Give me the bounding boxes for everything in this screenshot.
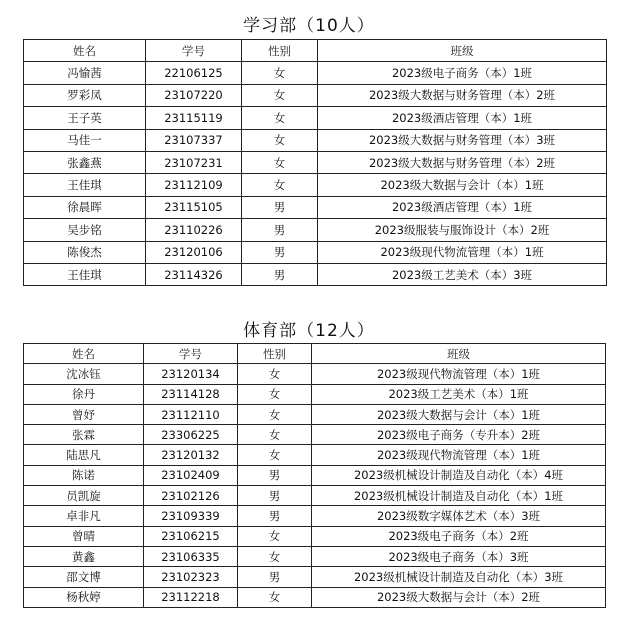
header-class: 班级 <box>312 344 606 364</box>
cell-class: 2023级酒店管理（本）1班 <box>318 107 607 129</box>
cell-class: 2023级工艺美术（本）1班 <box>312 384 606 404</box>
cell-class: 2023级机械设计制造及自动化（本）4班 <box>312 465 606 485</box>
cell-name: 徐丹 <box>24 384 144 404</box>
cell-class: 2023级大数据与财务管理（本）2班 <box>318 151 607 173</box>
cell-student-id: 23112110 <box>144 404 238 424</box>
cell-gender: 女 <box>242 84 318 106</box>
cell-class: 2023级大数据与会计（本）1班 <box>312 404 606 424</box>
cell-name: 张鑫燕 <box>24 151 146 173</box>
cell-name: 陈诺 <box>24 465 144 485</box>
cell-name: 王子英 <box>24 107 146 129</box>
cell-name: 员凯旋 <box>24 486 144 506</box>
cell-class: 2023级机械设计制造及自动化（本）1班 <box>312 486 606 506</box>
sports-dept-table <box>23 343 606 608</box>
cell-class: 2023级大数据与会计（本）1班 <box>318 174 607 196</box>
table-row <box>24 364 606 384</box>
header-student-id: 学号 <box>146 40 242 62</box>
table-row <box>24 174 607 196</box>
cell-class: 2023级电子商务（本）1班 <box>318 62 607 84</box>
cell-student-id: 23120132 <box>144 445 238 465</box>
cell-student-id: 23120106 <box>146 241 242 263</box>
cell-gender: 女 <box>238 364 312 384</box>
cell-name: 王佳琪 <box>24 263 146 285</box>
cell-student-id: 23112218 <box>144 587 238 607</box>
cell-gender: 女 <box>242 107 318 129</box>
table-row <box>24 425 606 445</box>
cell-student-id: 23120134 <box>144 364 238 384</box>
cell-student-id: 23112109 <box>146 174 242 196</box>
cell-name: 曾晴 <box>24 526 144 546</box>
cell-gender: 女 <box>238 526 312 546</box>
cell-class: 2023级工艺美术（本）3班 <box>318 263 607 285</box>
cell-name: 马佳一 <box>24 129 146 151</box>
cell-gender: 男 <box>242 263 318 285</box>
table-row <box>24 546 606 566</box>
cell-class: 2023级大数据与财务管理（本）3班 <box>318 129 607 151</box>
cell-class: 2023级现代物流管理（本）1班 <box>318 241 607 263</box>
cell-class: 2023级电子商务（本）2班 <box>312 526 606 546</box>
cell-gender: 女 <box>242 129 318 151</box>
table-row <box>24 384 606 404</box>
cell-student-id: 23115119 <box>146 107 242 129</box>
cell-name: 王佳琪 <box>24 174 146 196</box>
cell-student-id: 23107337 <box>146 129 242 151</box>
cell-class: 2023级大数据与会计（本）2班 <box>312 587 606 607</box>
table-row <box>24 486 606 506</box>
cell-name: 罗彩凤 <box>24 84 146 106</box>
cell-name: 曾妤 <box>24 404 144 424</box>
cell-class: 2023级电子商务（专升本）2班 <box>312 425 606 445</box>
table-row <box>24 445 606 465</box>
sports-dept-title: 体育部（12人） <box>243 321 375 341</box>
cell-gender: 女 <box>238 404 312 424</box>
cell-student-id: 23115105 <box>146 196 242 218</box>
cell-name: 冯愉茜 <box>24 62 146 84</box>
table-row <box>24 404 606 424</box>
header-gender: 性别 <box>238 344 312 364</box>
table-row <box>24 263 607 285</box>
cell-class: 2023级现代物流管理（本）1班 <box>312 445 606 465</box>
header-name: 姓名 <box>24 40 146 62</box>
cell-gender: 男 <box>242 219 318 241</box>
table-row <box>24 465 606 485</box>
cell-name: 徐晨晖 <box>24 196 146 218</box>
cell-class: 2023级服装与服饰设计（本）2班 <box>318 219 607 241</box>
cell-class: 2023级现代物流管理（本）1班 <box>312 364 606 384</box>
study-dept-title: 学习部（10人） <box>243 16 375 36</box>
header-class: 班级 <box>318 40 607 62</box>
cell-name: 黄鑫 <box>24 546 144 566</box>
cell-gender: 男 <box>242 196 318 218</box>
table-row <box>24 526 606 546</box>
cell-name: 邵文博 <box>24 567 144 587</box>
cell-class: 2023级大数据与财务管理（本）2班 <box>318 84 607 106</box>
table-row <box>24 567 606 587</box>
study-dept-table <box>23 39 607 286</box>
table-row <box>24 151 607 173</box>
table-row <box>24 196 607 218</box>
header-name: 姓名 <box>24 344 144 364</box>
cell-name: 杨秋婷 <box>24 587 144 607</box>
cell-name: 陆思凡 <box>24 445 144 465</box>
cell-gender: 男 <box>238 506 312 526</box>
table-row <box>24 506 606 526</box>
table-row <box>24 84 607 106</box>
table-row <box>24 587 606 607</box>
cell-student-id: 23114128 <box>144 384 238 404</box>
cell-name: 卓非凡 <box>24 506 144 526</box>
cell-student-id: 23107220 <box>146 84 242 106</box>
cell-student-id: 23102409 <box>144 465 238 485</box>
cell-gender: 女 <box>238 425 312 445</box>
cell-class: 2023级机械设计制造及自动化（本）3班 <box>312 567 606 587</box>
cell-student-id: 23114326 <box>146 263 242 285</box>
cell-student-id: 23110226 <box>146 219 242 241</box>
cell-student-id: 23109339 <box>144 506 238 526</box>
cell-name: 张霖 <box>24 425 144 445</box>
cell-gender: 女 <box>242 151 318 173</box>
cell-gender: 女 <box>238 587 312 607</box>
header-gender: 性别 <box>242 40 318 62</box>
table-row <box>24 241 607 263</box>
cell-gender: 男 <box>238 567 312 587</box>
cell-student-id: 22106125 <box>146 62 242 84</box>
cell-class: 2023级数字媒体艺术（本）3班 <box>312 506 606 526</box>
cell-name: 陈俊杰 <box>24 241 146 263</box>
cell-student-id: 23306225 <box>144 425 238 445</box>
table-header-row <box>24 40 607 62</box>
table-row <box>24 219 607 241</box>
cell-gender: 男 <box>238 465 312 485</box>
cell-student-id: 23102126 <box>144 486 238 506</box>
table-row <box>24 107 607 129</box>
cell-class: 2023级酒店管理（本）1班 <box>318 196 607 218</box>
header-student-id: 学号 <box>144 344 238 364</box>
cell-gender: 女 <box>238 546 312 566</box>
cell-student-id: 23107231 <box>146 151 242 173</box>
cell-student-id: 23102323 <box>144 567 238 587</box>
cell-name: 吴步铭 <box>24 219 146 241</box>
cell-gender: 女 <box>238 384 312 404</box>
table-row <box>24 129 607 151</box>
cell-gender: 男 <box>242 241 318 263</box>
table-header-row <box>24 344 606 364</box>
cell-student-id: 23106215 <box>144 526 238 546</box>
cell-gender: 男 <box>238 486 312 506</box>
cell-class: 2023级电子商务（本）3班 <box>312 546 606 566</box>
cell-gender: 女 <box>238 445 312 465</box>
cell-gender: 女 <box>242 62 318 84</box>
cell-student-id: 23106335 <box>144 546 238 566</box>
cell-gender: 女 <box>242 174 318 196</box>
table-row <box>24 62 607 84</box>
cell-name: 沈冰钰 <box>24 364 144 384</box>
